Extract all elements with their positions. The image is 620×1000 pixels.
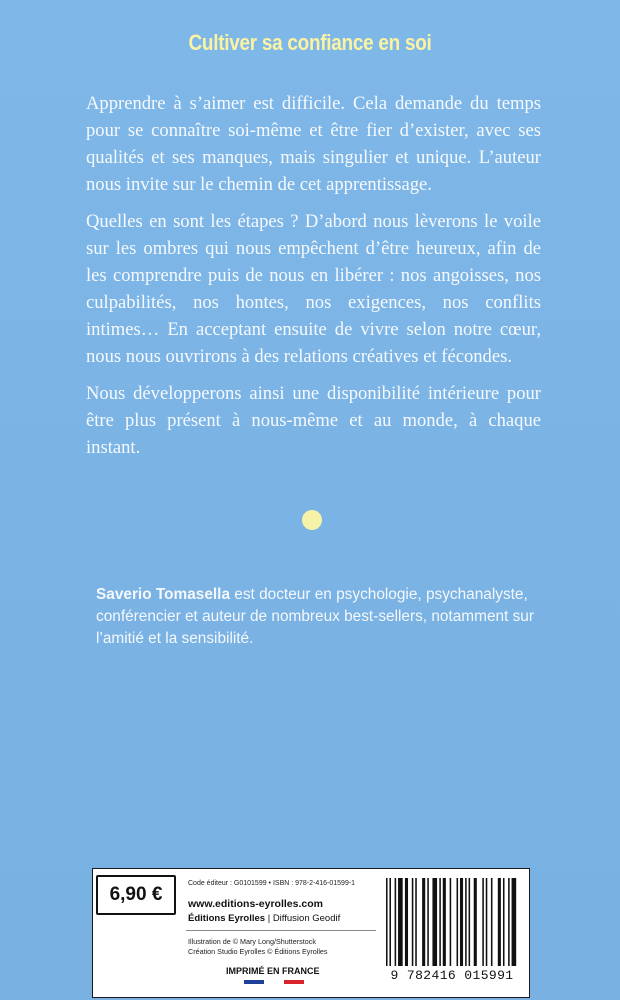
barcode-bar [450,878,452,966]
publisher-name: Éditions Eyrolles [188,913,266,924]
barcode-bar [491,878,493,966]
barcode-bar [415,878,417,966]
publisher-line [188,913,340,924]
barcode-bar [427,878,429,966]
barcode-bar [486,878,488,966]
barcode-bar [498,878,501,966]
author-description: est docteur en psychologie, psychanalyste, conférencier et auteur de nombreux best-sellers, notamment sur l’amitié et la sensibilité. [96,586,534,647]
barcode-bar [465,878,467,966]
publisher-code: Code éditeur : G0101599 • ISBN : 978-2-416-01599-1 [188,880,356,887]
printed-in-france: IMPRIMÉ EN FRANCE [226,966,320,976]
blurb-paragraph-3: Nous développerons ainsi une disponibilité intérieure pour être plus présent à nous-même et au monde, à chaque instant. [86,383,541,458]
divider [186,930,376,931]
book-title: Cultiver sa confiance en soi [188,30,432,55]
flag-stripe-red [284,980,304,984]
barcode-bar [512,878,517,966]
barcode-bar [405,878,408,966]
barcode-bar [503,878,505,966]
credits [188,937,328,957]
barcode-bar [412,878,414,966]
barcode-icon [384,878,520,966]
publisher-website: www.editions-eyrolles.com [188,898,323,910]
distributor-name: | Diffusion Geodif [265,913,341,924]
barcode-bar [439,878,441,966]
barcode-bar [469,878,471,966]
design-credit: Création Studio Eyrolles © Éditions Eyrolles [188,947,328,956]
blurb-paragraph-1: Apprendre à s’aimer est difficile. Cela demande du temps pour se connaître soi-même et être fier d’exister, avec ses qualités et ses manques, mais singulier et unique. L’auteur nous invite sur le chemin de cet apprentissage. [86,93,541,195]
barcode-bar [389,878,391,966]
author-name: Saverio Tomasella [96,586,231,603]
decorative-dot [302,510,322,530]
barcode-digits: 9 782416 015991 [390,968,514,983]
barcode-bar [460,878,463,966]
barcode-bar [508,878,510,966]
flag-stripe-white [264,980,284,984]
blurb-paragraph-2: Quelles en sont les étapes ? D’abord nous lèverons le voile sur les ombres qui nous empêchent d’être heureux, afin de les comprendre puis de nous en libérer : nos angoisses, nos culpabilités, nos hontes, nos exigences, nos conflits intimes… En acceptant ensuite de vivre selon notre cœur, nous nous ouvrirons à des relations créatives et fécondes. [86,211,541,367]
barcode-bar [482,878,484,966]
barcode-bar [386,878,388,966]
barcode-bar [457,878,459,966]
barcode-bar [398,878,403,966]
barcode-bar [422,878,425,966]
illustration-credit: Illustration de © Mary Long/Shutterstock [188,937,316,946]
blurb-text [86,90,541,471]
barcode-bar [443,878,446,966]
barcode-bar [474,878,477,966]
flag-stripe-blue [244,980,264,984]
barcode-bar [432,878,437,966]
author-bio [96,584,566,650]
price-tag: 6,90 € [96,875,176,915]
isbn-barcode [380,874,524,992]
barcode-bar [395,878,397,966]
french-flag-icon [244,980,304,984]
